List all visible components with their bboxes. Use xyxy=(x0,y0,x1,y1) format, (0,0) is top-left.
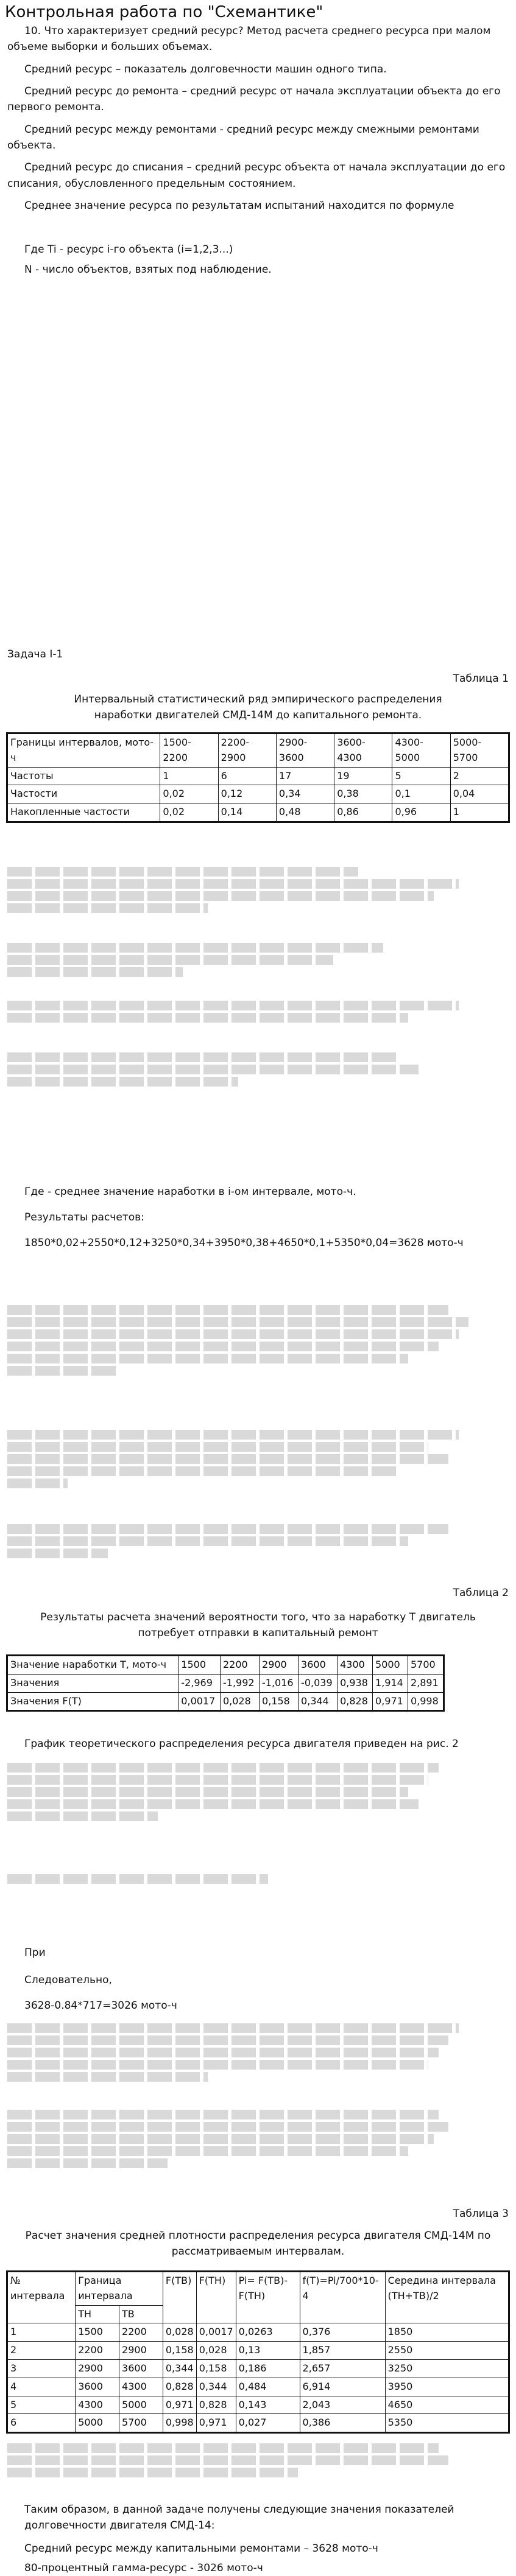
text-block-placeholder xyxy=(7,1427,509,1491)
table-header: Середина интервала (TH+TB)/2 xyxy=(385,2272,509,2323)
table-cell: 17 xyxy=(276,767,334,785)
table-cell: 0,0017 xyxy=(196,2323,236,2342)
table-cell: 0,971 xyxy=(163,2396,196,2414)
table-cell: 3950 xyxy=(385,2378,509,2396)
table-cell: 6,914 xyxy=(300,2378,385,2396)
task-label: Задача I-1 xyxy=(7,648,63,660)
table-row xyxy=(7,2414,509,2433)
table-cell: 3600 xyxy=(299,1656,338,1675)
table-cell: 4300 xyxy=(76,2396,119,2414)
table-cell: 1500-2200 xyxy=(160,733,218,768)
table-cell: 5 xyxy=(7,2396,76,2414)
table-cell: 0,386 xyxy=(300,2414,385,2433)
row-label: Накопленные частости xyxy=(7,803,160,822)
table-cell: 0,376 xyxy=(300,2323,385,2342)
formula-space xyxy=(7,214,509,242)
table-cell: 3 xyxy=(7,2359,76,2378)
table-cell: 0,48 xyxy=(276,803,334,822)
text-block-placeholder xyxy=(7,998,509,1025)
table-cell: 2900 xyxy=(76,2359,119,2378)
table-cell: 0,828 xyxy=(163,2378,196,2396)
text-block-placeholder xyxy=(7,1760,509,1824)
table-cell: 5000 xyxy=(373,1656,408,1675)
table3-caption: Расчет значения средней плотности распределения ресурса двигателя СМД-14М по рассматриваемым интервалам. xyxy=(25,2230,491,2258)
table-cell: 0,828 xyxy=(196,2396,236,2414)
table-cell: 2200 xyxy=(76,2342,119,2360)
table-cell: 2550 xyxy=(385,2342,509,2360)
paragraph: Где Ti - ресурс i-го объекта (i=1,2,3...) xyxy=(24,243,233,256)
table-row xyxy=(7,2396,509,2414)
row-label: Границы интервалов, мото-ч xyxy=(7,733,160,768)
table1 xyxy=(6,732,510,823)
table-cell: 3600-4300 xyxy=(334,733,392,768)
text-block-placeholder xyxy=(7,1050,509,1089)
table-header: f(T)=Pi/700*10-4 xyxy=(300,2272,385,2323)
text-block-placeholder xyxy=(7,1522,509,1561)
table-cell: 1 xyxy=(160,767,218,785)
table-cell: 3600 xyxy=(76,2378,119,2396)
table-cell: 0,0017 xyxy=(178,1692,221,1711)
table-header-row xyxy=(7,2272,509,2306)
table-cell: 1850 xyxy=(385,2323,509,2342)
table-row xyxy=(7,1692,444,1711)
table-row xyxy=(7,2378,509,2396)
table-cell: 1,914 xyxy=(373,1674,408,1692)
table-cell: 0,04 xyxy=(450,785,509,803)
table-cell: 0,12 xyxy=(218,785,276,803)
table-cell: 1 xyxy=(7,2323,76,2342)
results-label: Результаты расчетов: xyxy=(24,1211,144,1223)
table-cell: 1 xyxy=(450,803,509,822)
table-cell: 19 xyxy=(334,767,392,785)
paragraph: Средний ресурс – показатель долговечности машин одного типа. xyxy=(24,63,387,75)
table-cell: 2900 xyxy=(260,1656,299,1675)
table-subheader: TH xyxy=(76,2305,119,2323)
table2 xyxy=(6,1654,445,1712)
table-cell: 1,857 xyxy=(300,2342,385,2360)
table-cell: -0,039 xyxy=(299,1674,338,1692)
table-cell: 2200 xyxy=(119,2323,163,2342)
table-cell: 6 xyxy=(218,767,276,785)
table-cell: 0,158 xyxy=(196,2359,236,2378)
mean-definition: Где - среднее значение наработки в i-ом интервале, мото-ч. xyxy=(24,1186,356,1198)
table-cell: 0,027 xyxy=(236,2414,300,2433)
table-header: № интервала xyxy=(7,2272,76,2323)
table-header: Граница интервала xyxy=(76,2272,163,2306)
table-cell: 6 xyxy=(7,2414,76,2433)
row-label: Частоты xyxy=(7,767,160,785)
table-cell: 4300 xyxy=(119,2378,163,2396)
table-cell: 5000 xyxy=(76,2414,119,2433)
when-label: При xyxy=(24,1947,46,1959)
table-cell: 0,028 xyxy=(196,2342,236,2360)
table-row xyxy=(7,733,509,768)
row-label: Значения F(T) xyxy=(7,1692,178,1711)
table-row xyxy=(7,785,509,803)
table-cell: 4650 xyxy=(385,2396,509,2414)
table-row xyxy=(7,803,509,822)
table2-caption: Результаты расчета значений вероятности того, что за наработку Т двигатель потребует отправки в капитальный ремонт xyxy=(40,1611,476,1640)
table2-label: Таблица 2 xyxy=(453,1587,509,1599)
paragraph: Средний ресурс до ремонта – средний ресурс от начала эксплуатации объекта до его первого ремонта. xyxy=(7,85,501,114)
table-cell: -2,969 xyxy=(178,1674,221,1692)
table-cell: 5350 xyxy=(385,2414,509,2433)
table-row xyxy=(7,1674,444,1692)
table-cell: 0,13 xyxy=(236,2342,300,2360)
text-block-placeholder xyxy=(7,2107,509,2171)
table-cell: 4 xyxy=(7,2378,76,2396)
paragraph: Среднее значение ресурса по результатам испытаний находится по формуле xyxy=(24,200,454,212)
table3-label: Таблица 3 xyxy=(453,2208,509,2220)
table-cell: 5000 xyxy=(119,2396,163,2414)
table-cell: 0,02 xyxy=(160,803,218,822)
table-header: F(TH) xyxy=(196,2272,236,2323)
table-cell: 0,344 xyxy=(163,2359,196,2378)
table-row xyxy=(7,2323,509,2342)
table-cell: 4300 xyxy=(338,1656,373,1675)
table-row xyxy=(7,2359,509,2378)
table-cell: 0,1 xyxy=(392,785,450,803)
table-cell: 1500 xyxy=(76,2323,119,2342)
document-title: Контрольная работа по "Схемантике" xyxy=(5,3,323,21)
table-cell: 0,14 xyxy=(218,803,276,822)
table-cell: 0,938 xyxy=(338,1674,373,1692)
table-cell: 0,998 xyxy=(163,2414,196,2433)
text-block-placeholder xyxy=(7,1303,509,1378)
table-cell: 5 xyxy=(392,767,450,785)
table-cell: 0,186 xyxy=(236,2359,300,2378)
table-cell: 0,158 xyxy=(260,1692,299,1711)
table-cell: 0,34 xyxy=(276,785,334,803)
table-row xyxy=(7,1656,444,1675)
table-cell: 2900-3600 xyxy=(276,733,334,768)
table-cell: 0,028 xyxy=(220,1692,259,1711)
table-cell: 5000-5700 xyxy=(450,733,509,768)
table-cell: 0,344 xyxy=(299,1692,338,1711)
table-cell: 2 xyxy=(7,2342,76,2360)
paragraph: N - число объектов, взятых под наблюдение. xyxy=(24,263,272,276)
question-heading: 10. Что характеризует средний ресурс? Метод расчета среднего ресурса при малом объеме выборки и больших объемах. xyxy=(7,25,491,54)
row-label: Значения xyxy=(7,1674,178,1692)
table-cell: 4300-5000 xyxy=(392,733,450,768)
table-cell: 0,971 xyxy=(373,1692,408,1711)
table-cell: 2,891 xyxy=(408,1674,444,1692)
table-cell: 0,143 xyxy=(236,2396,300,2414)
table-cell: 2,657 xyxy=(300,2359,385,2378)
table-cell: 2900 xyxy=(119,2342,163,2360)
table-row xyxy=(7,2342,509,2360)
table-header: Pi= F(TB)-F(TH) xyxy=(236,2272,300,2323)
row-label: Частости xyxy=(7,785,160,803)
table-cell: 0,38 xyxy=(334,785,392,803)
table-cell: 0,0263 xyxy=(236,2323,300,2342)
table-cell: 0,344 xyxy=(196,2378,236,2396)
result-line: 1850*0,02+2550*0,12+3250*0,34+3950*0,38+4650*0,1+5350*0,04=3628 мото-ч xyxy=(24,1237,464,1249)
table-cell: 5700 xyxy=(119,2414,163,2433)
table-cell: 2200 xyxy=(220,1656,259,1675)
table-cell: 2200-2900 xyxy=(218,733,276,768)
text-block-placeholder xyxy=(7,2021,509,2084)
paragraph: Средний ресурс между ремонтами - средний ресурс между смежными ремонтами объекта. xyxy=(7,123,479,152)
table-cell: -1,016 xyxy=(260,1674,299,1692)
table-cell: 0,96 xyxy=(392,803,450,822)
table-cell: 0,028 xyxy=(163,2323,196,2342)
table-cell: 3250 xyxy=(385,2359,509,2378)
table-cell: 0,158 xyxy=(163,2342,196,2360)
table-cell: 2,043 xyxy=(300,2396,385,2414)
table-cell: 5700 xyxy=(408,1656,444,1675)
table-cell: 0,02 xyxy=(160,785,218,803)
table-cell: 3600 xyxy=(119,2359,163,2378)
closing-paragraph: Таким образом, в данной задаче получены следующие значения показателей долговечности двигателя СМД-14: xyxy=(24,2504,454,2532)
table-header: F(TB) xyxy=(163,2272,196,2323)
table-cell: 0,971 xyxy=(196,2414,236,2433)
closing-result-2: 80-процентный гамма-ресурс - 3026 мото-ч xyxy=(24,2562,263,2574)
text-block-placeholder xyxy=(7,864,509,915)
figure2-note: График теоретического распределения ресурса двигателя приведен на рис. 2 xyxy=(24,1738,459,1750)
closing-result-1: Средний ресурс между капитальными ремонтами – 3628 мото-ч xyxy=(24,2543,378,2555)
text-block-placeholder xyxy=(7,940,509,979)
table-cell: 1500 xyxy=(178,1656,221,1675)
paragraph: Средний ресурс до списания – средний ресурс объекта от начала эксплуатации до его списания, обусловленного предельным состоянием. xyxy=(7,161,506,190)
table1-caption: Интервальный статистический ряд эмпирического распределения наработки двигателей СМД-14М до капитального ремонта. xyxy=(74,693,442,722)
table-subheader: TB xyxy=(119,2305,163,2323)
table3 xyxy=(6,2270,510,2434)
table-cell: 2 xyxy=(450,767,509,785)
table1-label: Таблица 1 xyxy=(453,673,509,685)
row-label: Значение наработки Т, мото-ч xyxy=(7,1656,178,1675)
table-cell: 0,86 xyxy=(334,803,392,822)
table-cell: 0,828 xyxy=(338,1692,373,1711)
text-block-placeholder xyxy=(7,2441,509,2480)
table-cell: 0,484 xyxy=(236,2378,300,2396)
table-cell: 0,998 xyxy=(408,1692,444,1711)
text-block-placeholder xyxy=(7,1872,509,1886)
table-cell: -1,992 xyxy=(220,1674,259,1692)
hence-value: 3628-0.84*717=3026 мото-ч xyxy=(24,2000,177,2012)
table-row xyxy=(7,767,509,785)
hence-label: Следовательно, xyxy=(24,1974,112,1986)
question-10-section xyxy=(7,23,509,278)
